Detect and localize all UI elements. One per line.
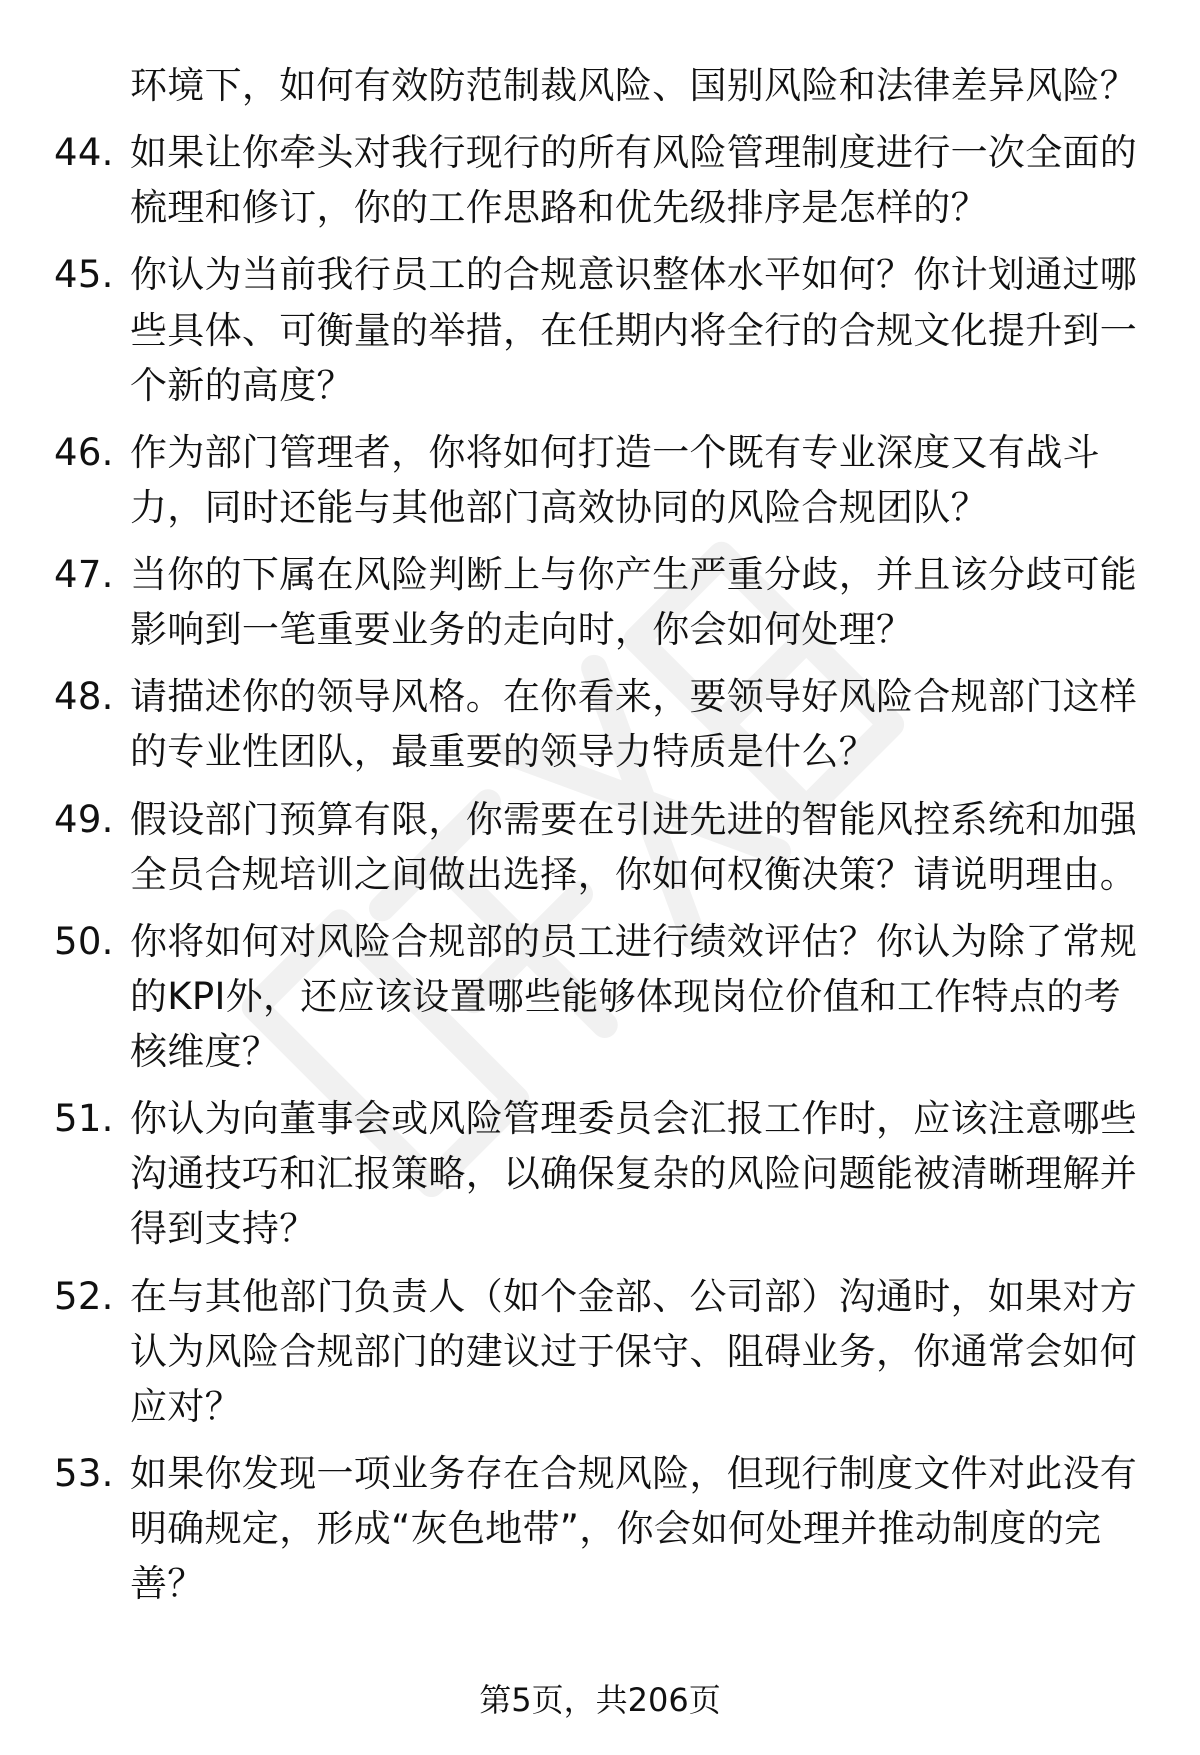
question-text: 环境下，如何有效防范制裁风险、国别风险和法律差异风险？ [130, 64, 1138, 107]
question-number: 48. [54, 675, 114, 719]
question-number: 51. [54, 1097, 114, 1141]
question-text: 请描述你的领导风格。在你看来，要领导好风险合规部门这样的专业性团队，最重要的领导力特质是什么？ [130, 675, 1138, 774]
page-footer [0, 1680, 1200, 1720]
question-item [0, 1446, 1200, 1611]
question-text: 如果让你牵头对我行现行的所有风险管理制度进行一次全面的梳理和修订，你的工作思路和优先级排序是怎样的？ [130, 131, 1138, 230]
question-text: 在与其他部门负责人（如个金部、公司部）沟通时，如果对方认为风险合规部门的建议过于保守、阻碍业务，你通常会如何应对？ [130, 1274, 1138, 1428]
question-number: 46. [54, 430, 114, 474]
question-number: 49. [54, 797, 114, 841]
question-text: 作为部门管理者，你将如何打造一个既有专业深度又有战斗力，同时还能与其他部门高效协同的风险合规团队？ [130, 430, 1100, 529]
question-list [0, 58, 1200, 1611]
question-number: 44. [54, 131, 114, 175]
page-number-label: 第5页，共206页 [479, 1681, 721, 1719]
question-text: 你认为向董事会或风险管理委员会汇报工作时，应该注意哪些沟通技巧和汇报策略，以确保复杂的风险问题能被清晰理解并得到支持？ [130, 1097, 1138, 1251]
question-item [0, 58, 1200, 113]
question-number: 47. [54, 553, 114, 596]
question-item [0, 125, 1200, 235]
question-item [0, 247, 1200, 412]
question-item [0, 425, 1200, 535]
question-number: 45. [54, 253, 114, 297]
question-item [0, 792, 1200, 902]
question-item [0, 669, 1200, 779]
question-text: 你将如何对风险合规部的员工进行绩效评估？你认为除了常规的KPI外，还应该设置哪些能够体现岗位价值和工作特点的考核维度？ [130, 919, 1138, 1073]
question-item [0, 1091, 1200, 1256]
question-item [0, 1269, 1200, 1434]
question-item [0, 547, 1200, 657]
question-text: 你认为当前我行员工的合规意识整体水平如何？你计划通过哪些具体、可衡量的举措，在任期内将全行的合规文化提升到一个新的高度？ [130, 253, 1138, 407]
question-item [0, 914, 1200, 1079]
question-number: 52. [54, 1274, 114, 1318]
question-text: 假设部门预算有限，你需要在引进先进的智能风控系统和加强全员合规培训之间做出选择，你如何权衡决策？请说明理由。 [130, 797, 1138, 896]
question-number: 53. [54, 1451, 114, 1495]
question-number: 50. [54, 919, 114, 963]
question-text: 如果你发现一项业务存在合规风险，但现行制度文件对此没有明确规定，形成“灰色地带”，你会如何处理并推动制度的完善？ [130, 1451, 1138, 1606]
question-text: 当你的下属在风险判断上与你产生严重分歧，并且该分歧可能影响到一笔重要业务的走向时，你会如何处理？ [130, 553, 1138, 652]
